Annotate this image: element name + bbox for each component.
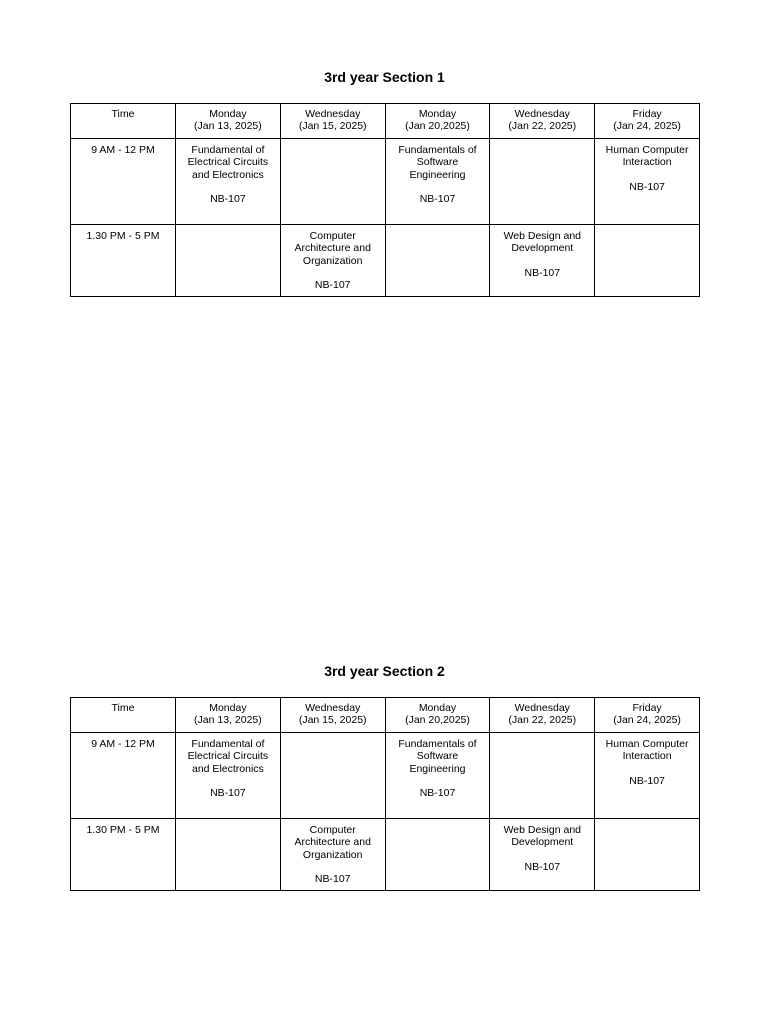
course-cell: Computer Architecture and Organization NB-107 [280,819,385,891]
course-cell [176,819,281,891]
header-day: Monday (Jan 13, 2025) [176,698,281,733]
course-cell [280,139,385,225]
section-title: 3rd year Section 1 [324,69,445,85]
course-cell [280,733,385,819]
time-slot-cell: 1.30 PM - 5 PM [71,819,176,891]
course-cell [595,225,700,297]
course-cell: Human Computer Interaction NB-107 [595,733,700,819]
schedule-table [70,103,700,297]
header-day: Wednesday (Jan 22, 2025) [490,698,595,733]
table-row [71,139,700,225]
header-day: Wednesday (Jan 15, 2025) [280,698,385,733]
course-cell: Fundamentals of Software Engineering NB-107 [385,733,490,819]
course-cell [385,225,490,297]
header-day: Friday (Jan 24, 2025) [595,698,700,733]
header-day: Friday (Jan 24, 2025) [595,104,700,139]
course-cell: Computer Architecture and Organization NB-107 [280,225,385,297]
course-cell: Fundamental of Electrical Circuits and Electronics NB-107 [176,733,281,819]
table-row [71,225,700,297]
course-cell: Fundamentals of Software Engineering NB-107 [385,139,490,225]
course-cell [385,819,490,891]
table-row [71,733,700,819]
header-time: Time [71,698,176,733]
course-cell [490,139,595,225]
course-cell: Human Computer Interaction NB-107 [595,139,700,225]
header-day: Monday (Jan 20,2025) [385,698,490,733]
table-row [71,819,700,891]
time-slot-cell: 9 AM - 12 PM [71,733,176,819]
header-time: Time [71,104,176,139]
schedule-table [70,697,700,891]
time-slot-cell: 9 AM - 12 PM [71,139,176,225]
header-row [71,104,700,139]
schedule-section-1 [70,66,699,297]
course-cell [595,819,700,891]
time-slot-cell: 1.30 PM - 5 PM [71,225,176,297]
course-cell: Web Design and Development NB-107 [490,819,595,891]
course-cell: Web Design and Development NB-107 [490,225,595,297]
header-day: Monday (Jan 20,2025) [385,104,490,139]
course-cell: Fundamental of Electrical Circuits and Electronics NB-107 [176,139,281,225]
schedule-section-2 [70,660,699,891]
section-title: 3rd year Section 2 [324,663,445,679]
header-day: Monday (Jan 13, 2025) [176,104,281,139]
course-cell [176,225,281,297]
course-cell [490,733,595,819]
header-day: Wednesday (Jan 22, 2025) [490,104,595,139]
header-day: Wednesday (Jan 15, 2025) [280,104,385,139]
header-row [71,698,700,733]
